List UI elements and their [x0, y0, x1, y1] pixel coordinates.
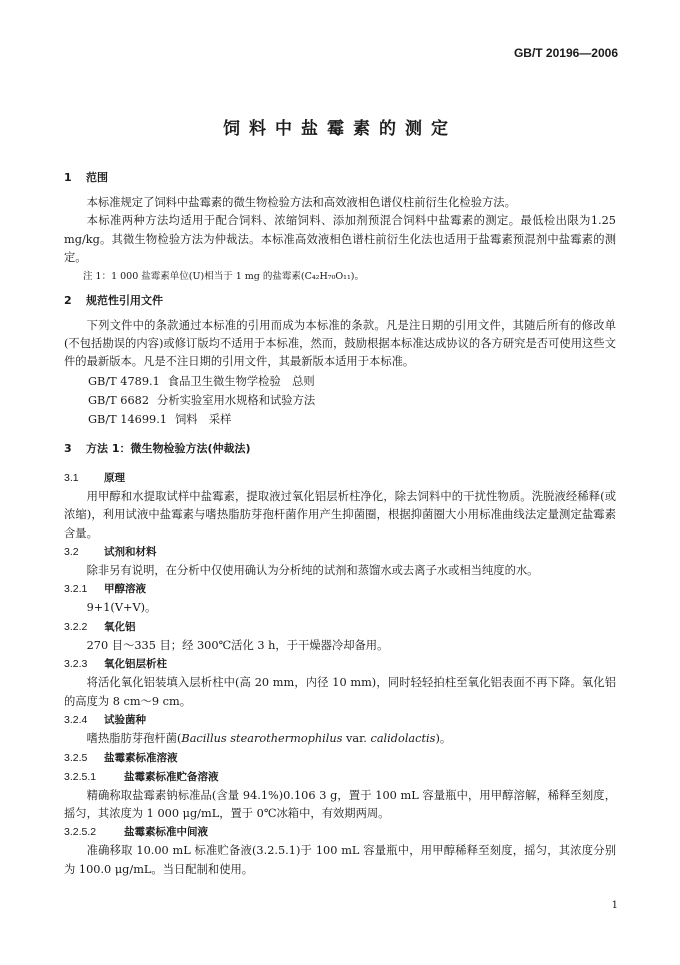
subsection-number: 3.2.3 — [64, 658, 88, 671]
section-title: 方法 1：微生物检验方法(仲裁法) — [86, 441, 251, 455]
subsection-heading — [64, 823, 616, 842]
subsection-number: 3.2.5.2 — [64, 826, 97, 839]
text: 嗜热脂肪芽孢杆菌( — [86, 732, 182, 746]
paragraph: 用甲醇和水提取试样中盐霉素，提取液过氧化铝层析柱净化，除去饲料中的干扰性物质。洗脱液经稀释(或浓缩)，利用试液中盐霉素与嗜热脂肪芽孢杆菌作用产生抑菌圈，根据抑菌圈大小用标准曲线法定量测定盐霉素含量。 — [64, 489, 616, 540]
subsection-heading — [64, 469, 616, 488]
latin-species-name: Bacillus stearothermophilus — [181, 732, 343, 746]
text: var. — [342, 732, 371, 746]
subsection-number: 3.2.4 — [64, 714, 88, 727]
section-number: 3 — [64, 441, 72, 455]
section-title: 规范性引用文件 — [86, 293, 163, 307]
paragraph: 精确称取盐霉素钠标准品(含量 94.1%)0.106 3 g，置于 100 mL 容量瓶中，用甲醇溶解，稀释至刻度，摇匀，其浓度为 1 000 μg/mL，置于 0℃冰箱中，有效期两周。 — [64, 788, 616, 820]
section-heading — [64, 291, 616, 311]
subsection-heading — [64, 711, 616, 730]
subsection-title: 试验菌种 — [104, 714, 146, 727]
note: 注 1：1 000 盐霉素单位(U)相当于 1 mg 的盐霉素(C₄₂H₇₀O₁₁)。 — [83, 270, 364, 282]
document-body — [64, 168, 616, 879]
subsection-title: 氧化铝 — [104, 620, 136, 633]
subsection-title: 试剂和材料 — [104, 546, 157, 559]
paragraph: 9+1(V+V)。 — [86, 601, 157, 615]
reference-title: 食品卫生微生物学检验 总则 — [167, 374, 315, 388]
subsection-title: 盐霉素标准中间液 — [124, 826, 208, 839]
document-title: 饲料中盐霉素的测定 — [223, 119, 457, 139]
subsection-title: 原理 — [104, 471, 125, 484]
reference-item — [64, 372, 616, 391]
subsection-title: 盐霉素标准贮备溶液 — [124, 770, 219, 783]
subsection-number: 3.2.2 — [64, 620, 88, 633]
section-heading — [64, 439, 616, 459]
reference-title: 饲料 采样 — [174, 412, 232, 426]
paragraph — [64, 730, 616, 748]
section-number: 2 — [64, 293, 72, 307]
standard-number: GB/T 20196—2006 — [513, 46, 618, 60]
reference-item — [64, 410, 616, 429]
paragraph: 除非另有说明，在分析中仅使用确认为分析纯的试剂和蒸馏水或去离子水或相当纯度的水。 — [86, 564, 539, 578]
latin-variety-name: calidolactis — [370, 732, 436, 746]
subsection-title: 甲醇溶液 — [104, 583, 146, 596]
subsection-number: 3.2.1 — [64, 583, 88, 596]
section-heading — [64, 168, 616, 188]
section-number: 1 — [64, 171, 72, 184]
reference-code: GB/T 14699.1 — [88, 412, 167, 426]
subsection-number: 3.2 — [64, 546, 79, 559]
text: )。 — [435, 732, 452, 746]
reference-title: 分析实验室用水规格和试验方法 — [157, 393, 316, 407]
subsection-heading — [64, 749, 616, 768]
subsection-number: 3.2.5.1 — [64, 770, 97, 783]
subsection-title: 氧化铝层析柱 — [104, 658, 167, 671]
subsection-heading — [64, 580, 616, 599]
section-title: 范围 — [86, 171, 108, 184]
paragraph: 下列文件中的条款通过本标准的引用而成为本标准的条款。凡是注日期的引用文件，其随后所有的修改单(不包括勘误的内容)或修订版均不适用于本标准，然而，鼓励根据本标准达成协议的各方研究是否可使用这些文件的最新版本。凡是不注日期的引用文件，其最新版本适用于本标准。 — [64, 318, 616, 369]
paragraph: 本标准两种方法均适用于配合饲料、浓缩饲料、添加剂预混合饲料中盐霉素的测定。最低检出限为1.25 mg/kg。其微生物检验方法为仲裁法。本标准高效液相色谱柱前衍生化法也适用于盐霉素预混剂中盐霉素的测定。 — [64, 214, 616, 265]
subsection-heading — [64, 655, 616, 674]
subsection-heading — [64, 768, 616, 787]
subsection-heading — [64, 543, 616, 562]
page-number: 1 — [611, 900, 618, 911]
paragraph: 270 目～335 目；经 300℃活化 3 h，于干燥器冷却备用。 — [86, 638, 389, 652]
paragraph: 本标准规定了饲料中盐霉素的微生物检验方法和高效液相色谱仪柱前衍生化检验方法。 — [86, 196, 516, 209]
paragraph: 将活化氧化铝装填入层析柱中(高 20 mm，内径 10 mm)，同时轻轻拍柱至氧化铝表面不再下降。氧化铝的高度为 8 cm～9 cm。 — [64, 676, 616, 708]
paragraph: 准确移取 10.00 mL 标准贮备液(3.2.5.1)于 100 mL 容量瓶中，用甲醇稀释至刻度，摇匀，其浓度分别为 100.0 μg/mL。当日配制和使用。 — [64, 844, 616, 876]
reference-code: GB/T 4789.1 — [88, 374, 160, 388]
subsection-number: 3.2.5 — [64, 751, 88, 764]
reference-code: GB/T 6682 — [88, 393, 150, 407]
subsection-title: 盐霉素标准溶液 — [104, 751, 178, 764]
subsection-number: 3.1 — [64, 471, 79, 484]
subsection-heading — [64, 618, 616, 637]
reference-item — [64, 391, 616, 410]
